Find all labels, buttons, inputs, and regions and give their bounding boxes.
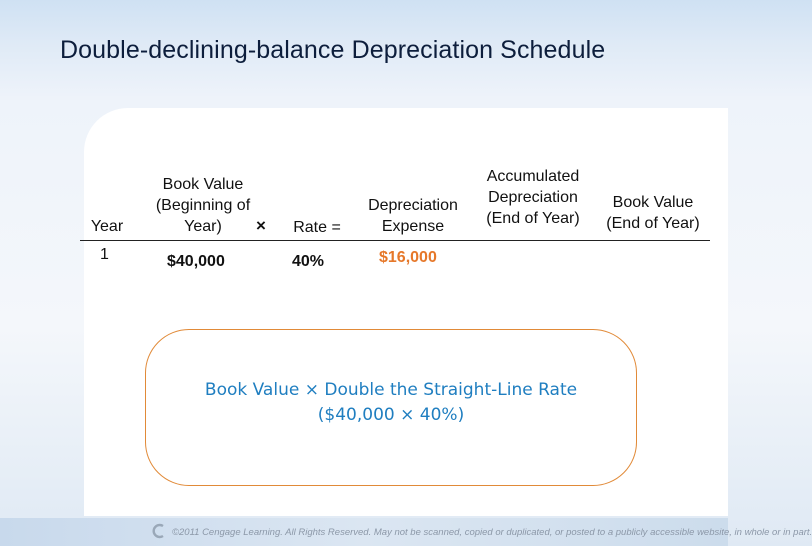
- formula-callout: [145, 329, 637, 486]
- callout-formula-line: Book Value × Double the Straight-Line Rate: [204, 380, 578, 400]
- row-rate: 40%: [292, 253, 325, 270]
- callout-calculation-line: ($40,000 × 40%): [317, 405, 465, 425]
- header-rule: [80, 240, 710, 241]
- header-rate: Rate =: [293, 219, 341, 236]
- row-depreciation-expense: $16,000: [379, 249, 437, 266]
- header-year: Year: [90, 218, 124, 235]
- row-year: 1: [100, 246, 109, 263]
- header-accumulated-depreciation: Accumulated Depreciation (End of Year): [486, 168, 580, 227]
- header-book-value-beginning: Book Value (Beginning of Year): [155, 176, 251, 235]
- slide-title: Double-declining-balance Depreciation Schedule: [60, 36, 606, 64]
- header-depreciation-expense: Depreciation Expense: [368, 197, 458, 235]
- cengage-logo-icon: [152, 523, 166, 539]
- copyright-notice: ©2011 Cengage Learning. All Rights Reserved. May not be scanned, copied or duplicated, or posted to a publicly accessible website, in whole or in part.: [172, 527, 812, 538]
- times-symbol: ×: [256, 216, 266, 235]
- row-book-value-beginning: $40,000: [167, 253, 225, 270]
- header-book-value-end: Book Value (End of Year): [606, 194, 700, 232]
